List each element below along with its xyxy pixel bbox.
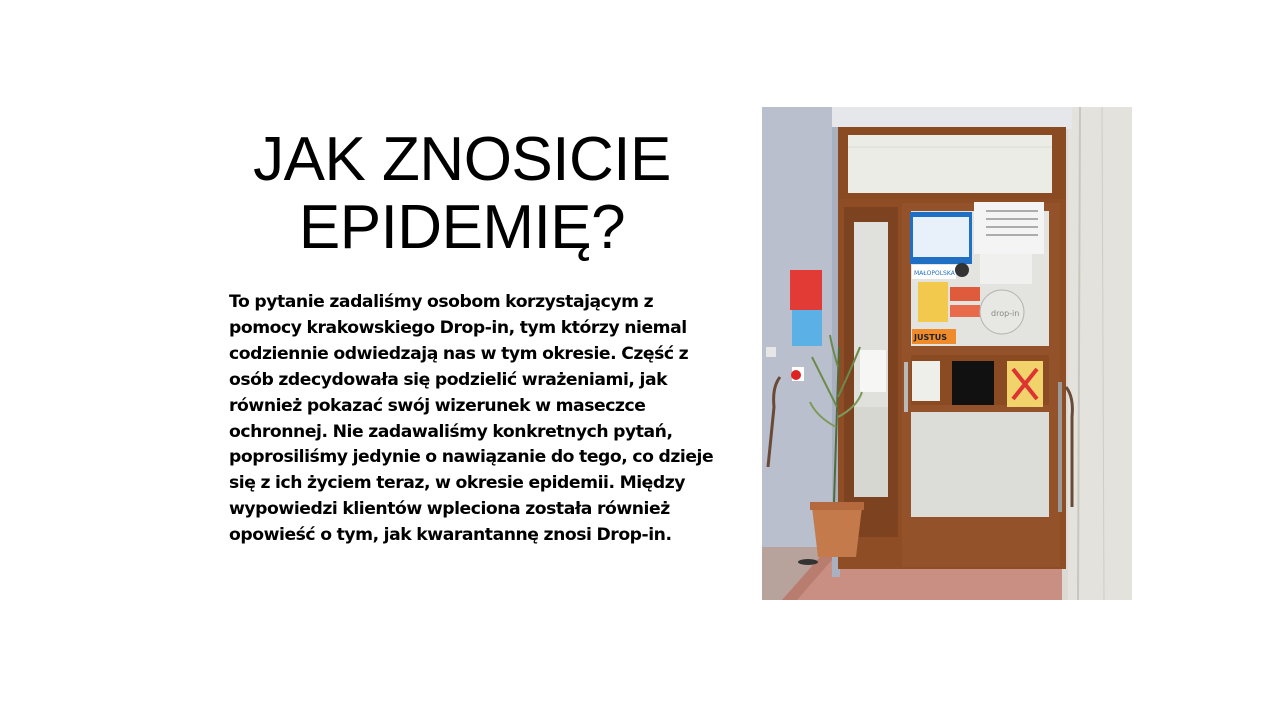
malopolska-sign-text: MAŁOPOLSKA	[914, 270, 955, 277]
slide-title: JAK ZNOSICIE EPIDEMIĘ?	[253, 125, 671, 262]
door-photo	[762, 107, 1132, 600]
slide-body-text: To pytanie zadaliśmy osobom korzystającym z pomocy krakowskiego Drop-in, tym którzy niemal codziennie odwiedzają nas w tym okresie. Część z osób zdecydowała się podzielić wrażeniami, jak również pokazać swój wizerunek w maseczce ochronnej. Nie zadawaliśmy konkretnych pytań, poprosiliśmy jedynie o nawiązanie do tego, co dzieje się z ich życiem teraz, w okresie epidemii. Między wypowiedzi klientów wpleciona została również opowieść o tym, jak kwarantannę znosi Drop-in.	[229, 292, 714, 546]
justus-sign-text: JUSTUS	[914, 333, 947, 342]
dropin-sticker-text: drop-in	[991, 309, 1020, 318]
